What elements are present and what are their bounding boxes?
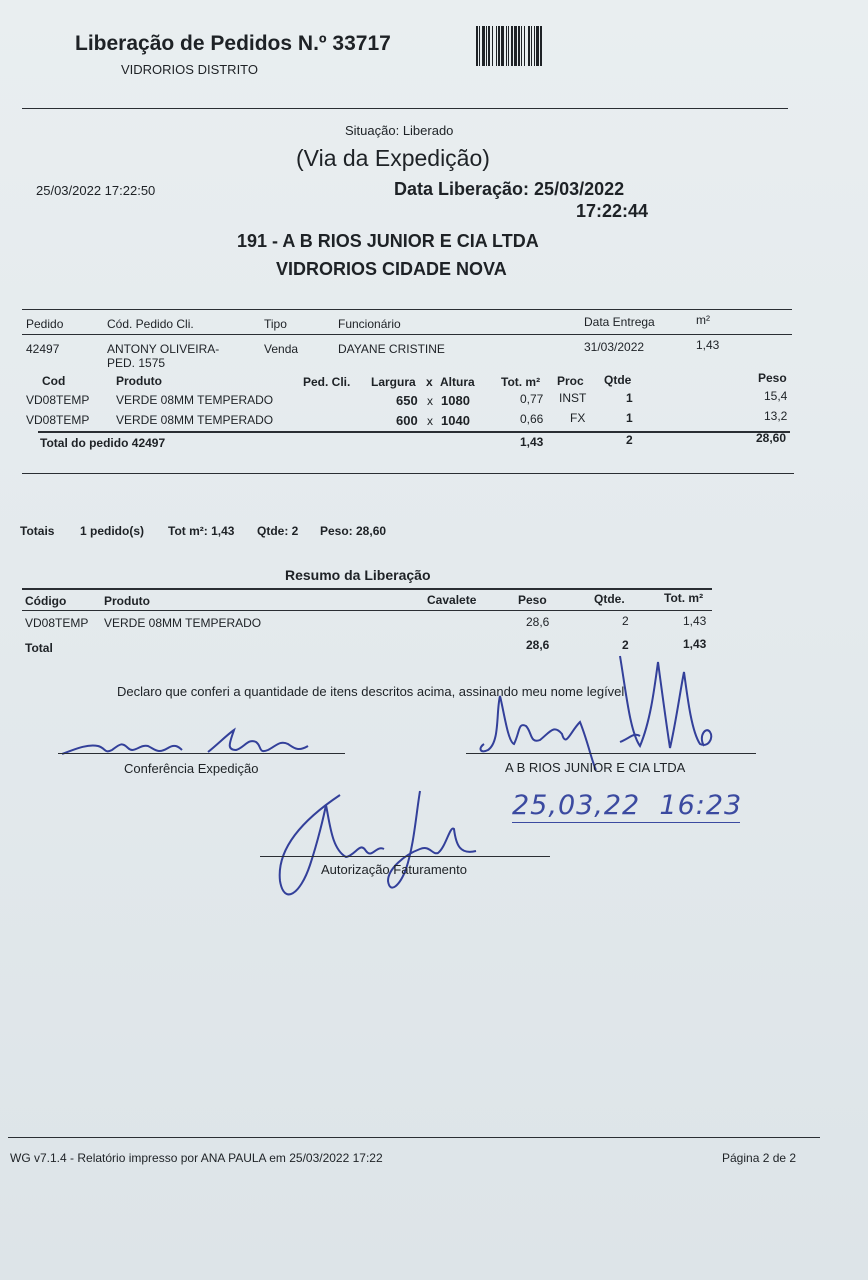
order-total-line	[38, 431, 790, 433]
totals-label: Totais	[20, 524, 55, 538]
item-peso: 13,2	[764, 409, 788, 423]
col-tipo: Tipo	[264, 317, 287, 331]
summary-col-produto: Produto	[104, 594, 150, 608]
order-total-label: Total do pedido 42497	[40, 436, 166, 450]
item-largura: 600	[396, 413, 418, 428]
item-qtde: 1	[626, 411, 633, 425]
item-proc: FX	[570, 411, 586, 425]
report-title: Liberação de Pedidos N.º 33717	[75, 32, 391, 55]
summary-top-line	[22, 588, 712, 590]
date-underline	[512, 822, 740, 823]
order-total-qtde: 2	[626, 433, 633, 447]
release-date: Data Liberação: 25/03/2022	[394, 179, 625, 199]
client-line	[466, 753, 756, 754]
order-pedido: 42497	[26, 342, 60, 356]
summary-total-m2: 1,43	[683, 637, 707, 651]
totals-pedidos: 1 pedido(s)	[80, 524, 145, 538]
summary-total-peso: 28,6	[526, 638, 550, 652]
order-total-peso: 28,60	[756, 431, 787, 445]
col-pedido: Pedido	[26, 317, 64, 331]
header-divider	[22, 108, 788, 109]
summary-title: Resumo da Liberação	[285, 567, 431, 583]
items-col-altura: Altura	[440, 375, 475, 389]
summary-col-qtde: Qtde.	[594, 592, 625, 606]
items-col-cod: Cod	[42, 374, 66, 388]
order-top-line	[22, 309, 792, 310]
summary-col-codigo: Código	[25, 594, 67, 608]
item-tot-m2: 0,77	[520, 392, 544, 406]
summary-produto: VERDE 08MM TEMPERADO	[104, 616, 262, 630]
totals-qtde: Qtde: 2	[257, 524, 299, 538]
summary-header-line	[22, 610, 712, 611]
item-largura: 650	[396, 393, 418, 408]
authorization-signature	[270, 785, 490, 905]
totals-peso: Peso: 28,60	[320, 524, 387, 538]
item-proc: INST	[559, 391, 587, 405]
items-col-tot-m2: Tot. m²	[501, 375, 541, 389]
item-tot-m2: 0,66	[520, 412, 544, 426]
summary-col-cavalete: Cavalete	[427, 593, 477, 607]
items-col-peso: Peso	[758, 371, 787, 385]
summary-total-qtde: 2	[622, 638, 629, 652]
order-total-m2: 1,43	[520, 435, 544, 449]
order-data-entrega: 31/03/2022	[584, 340, 645, 354]
print-datetime: 25/03/2022 17:22:50	[36, 183, 156, 198]
client-signature	[470, 652, 730, 772]
conference-label: Conferência Expedição	[124, 761, 259, 776]
order-m2: 1,43	[696, 338, 720, 352]
summary-col-peso: Peso	[518, 593, 547, 607]
item-x: x	[427, 394, 433, 408]
items-col-x: x	[426, 375, 433, 389]
col-m2: m²	[696, 313, 710, 327]
release-time: 17:22:44	[576, 201, 649, 221]
item-x: x	[427, 414, 433, 428]
order-tipo: Venda	[264, 342, 299, 356]
summary-peso: 28,6	[526, 615, 550, 629]
via-label: (Via da Expedição)	[296, 145, 490, 171]
items-col-qtde: Qtde	[604, 373, 632, 387]
order-bottom-line	[22, 473, 794, 474]
order-cod-line1: ANTONY OLIVEIRA-	[107, 342, 220, 356]
order-funcionario: DAYANE CRISTINE	[338, 342, 445, 356]
authorization-label: Autorização Faturamento	[321, 862, 467, 877]
summary-total-label: Total	[25, 641, 53, 655]
items-col-ped-cli: Ped. Cli.	[303, 375, 351, 389]
item-produto: VERDE 08MM TEMPERADO	[116, 393, 274, 407]
company-name: VIDRORIOS DISTRITO	[121, 62, 258, 77]
conference-line	[58, 753, 345, 754]
footer-page: Página 2 de 2	[722, 1151, 797, 1165]
conference-signature	[58, 724, 318, 764]
situation-label: Situação: Liberado	[345, 123, 454, 138]
client-branch: VIDRORIOS CIDADE NOVA	[276, 259, 507, 279]
item-altura: 1080	[441, 393, 470, 408]
totals-m2: Tot m²: 1,43	[168, 524, 235, 538]
item-cod: VD08TEMP	[26, 413, 90, 427]
client-signature-label: A B RIOS JUNIOR E CIA LTDA	[505, 760, 686, 775]
col-funcionario: Funcionário	[338, 317, 401, 331]
summary-col-tot-m2: Tot. m²	[664, 591, 704, 605]
footer-left: WG v7.1.4 - Relatório impresso por ANA PAULA em 25/03/2022 17:22	[10, 1151, 383, 1165]
order-header-line	[22, 334, 792, 335]
item-peso: 15,4	[764, 389, 788, 403]
col-cod-pedido-cli: Cód. Pedido Cli.	[107, 317, 194, 331]
item-qtde: 1	[626, 391, 633, 405]
handwritten-date: 25,03,22 16:23	[512, 790, 743, 821]
item-cod: VD08TEMP	[26, 393, 90, 407]
items-col-produto: Produto	[116, 374, 162, 388]
summary-qtde: 2	[622, 614, 629, 628]
order-cod-line2: PED. 1575	[107, 356, 166, 370]
client-name: 191 - A B RIOS JUNIOR E CIA LTDA	[237, 231, 539, 251]
declaration-text: Declaro que conferi a quantidade de itens descritos acima, assinando meu nome legível.	[117, 684, 628, 699]
authorization-line	[260, 856, 550, 857]
item-produto: VERDE 08MM TEMPERADO	[116, 413, 274, 427]
footer-line	[8, 1137, 820, 1138]
items-col-largura: Largura	[371, 375, 416, 389]
barcode-icon	[476, 26, 610, 66]
summary-codigo: VD08TEMP	[25, 616, 89, 630]
summary-tot-m2: 1,43	[683, 614, 707, 628]
items-col-proc: Proc	[557, 374, 584, 388]
item-altura: 1040	[441, 413, 470, 428]
col-data-entrega: Data Entrega	[584, 315, 655, 329]
